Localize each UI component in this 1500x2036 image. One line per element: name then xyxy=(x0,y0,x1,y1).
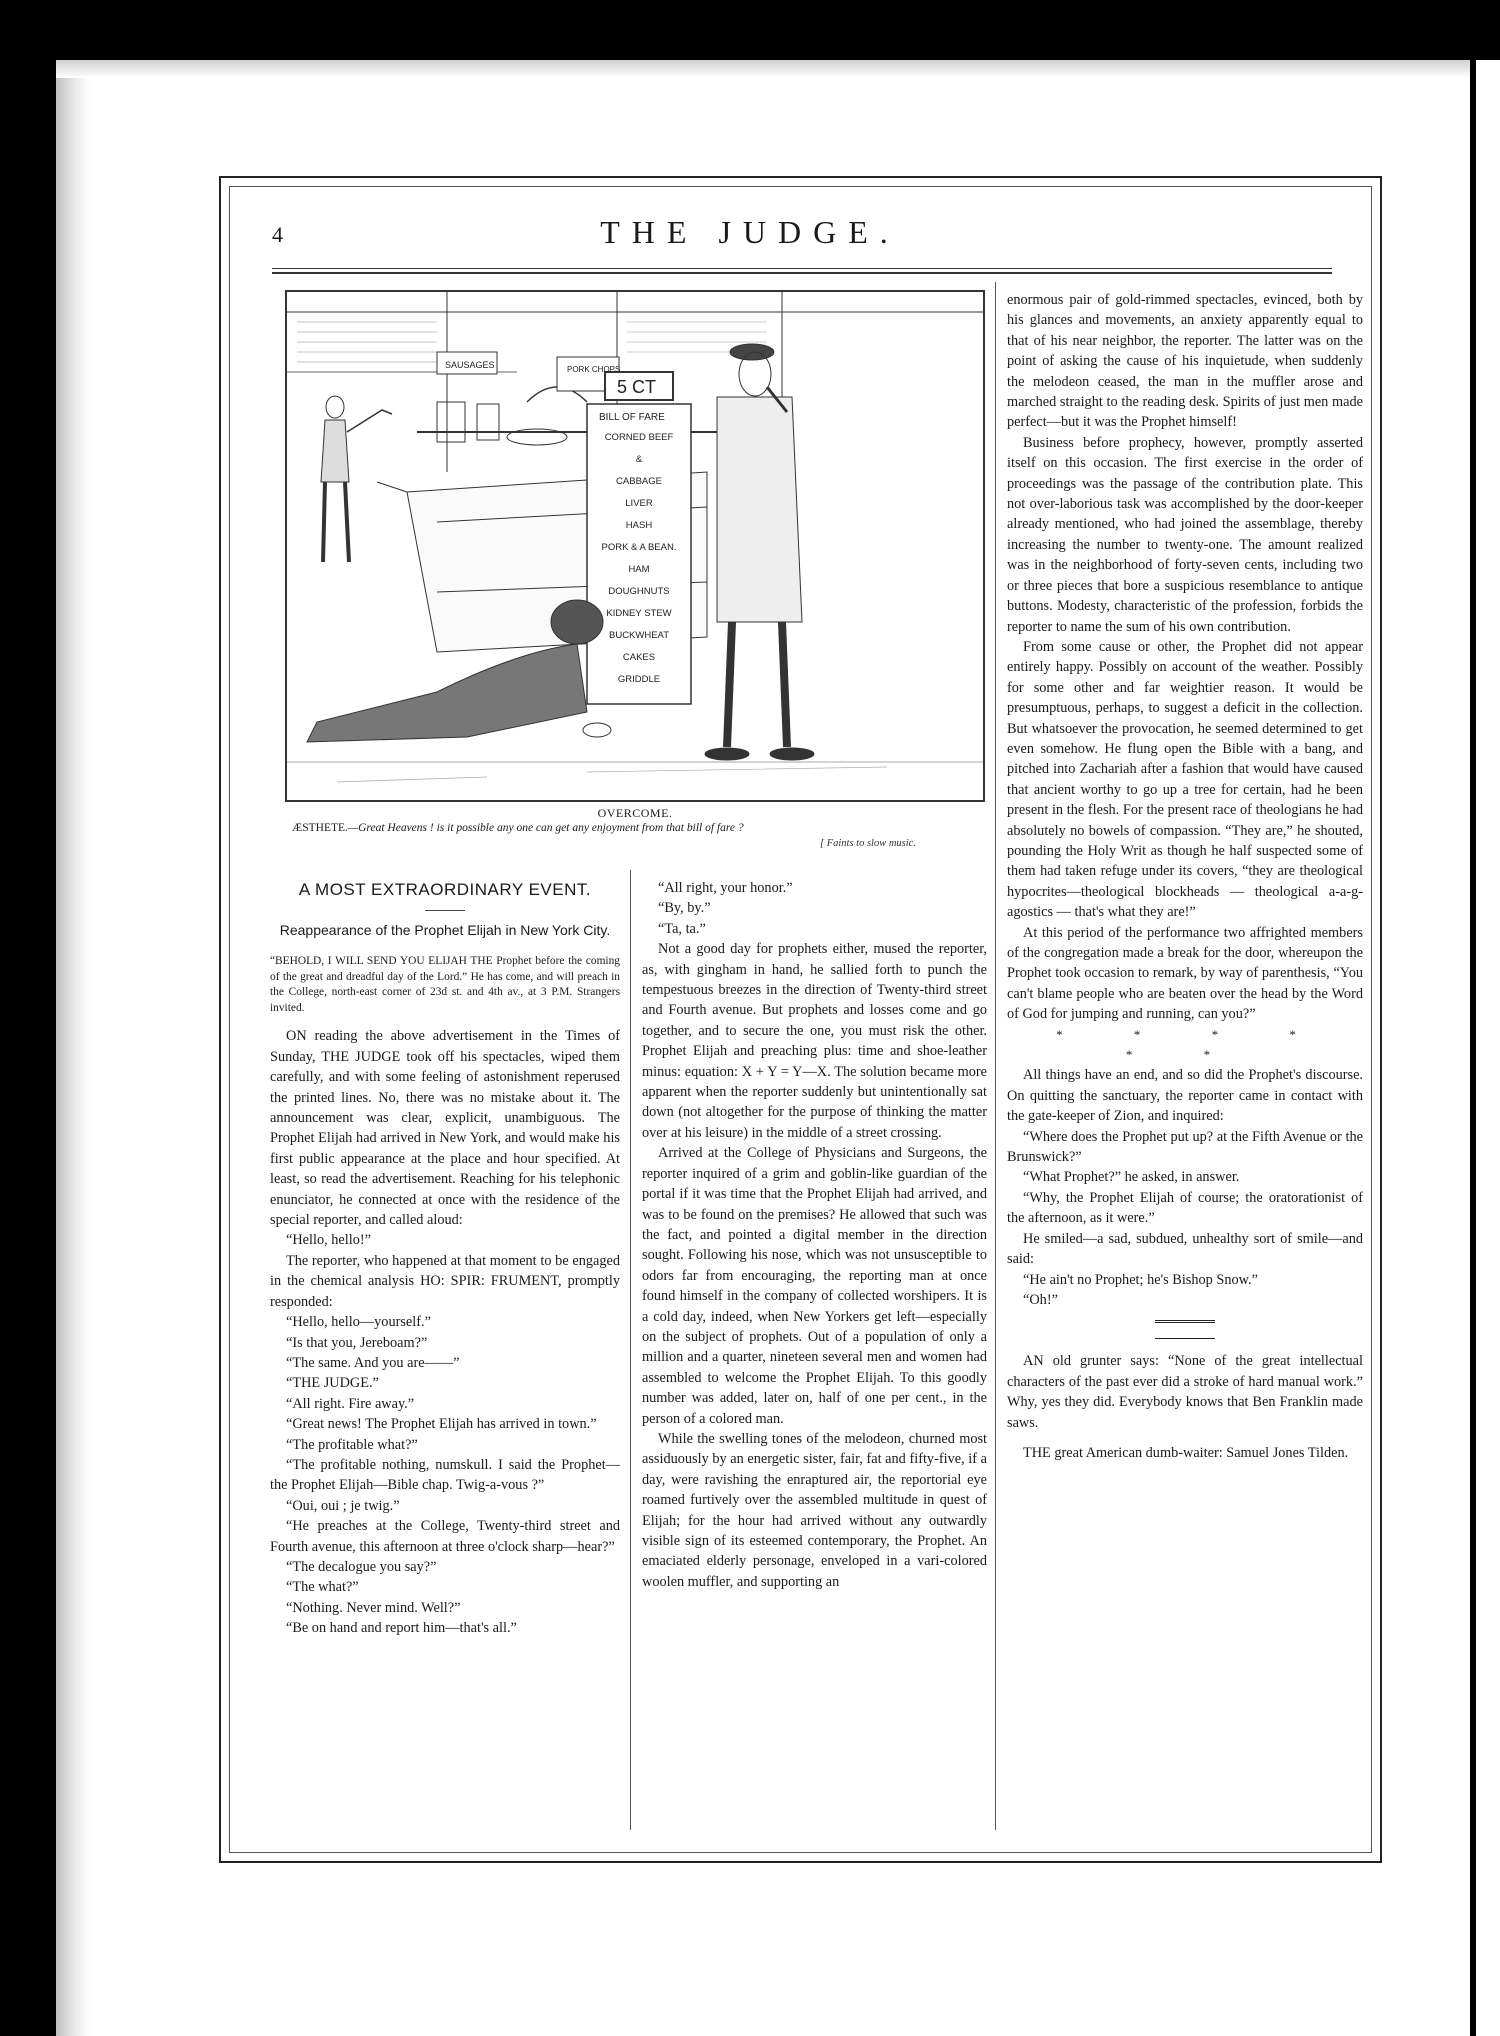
masthead-rule-top xyxy=(272,268,1332,269)
sign-sausages: SAUSAGES xyxy=(445,360,495,370)
column-divider-1 xyxy=(630,870,631,1830)
paragraph: “Hello, hello!” xyxy=(286,1232,371,1249)
bill-item: GRIDDLE xyxy=(617,674,661,685)
section-double-rule xyxy=(1155,1320,1215,1326)
paragraph: “Is that you, Jereboam?” xyxy=(286,1334,428,1351)
paragraph: Business before prophecy, however, promptly asserted itself on this occasion. The first exercise in the order of proceedings was the passage of the contribution plate. This not over-laborious task was accomplished by the door-keeper already mentioned, who had joined the assemblage, thereby increasing the number to twenty-one. The amount realized was in the neighborhood of forty-seven cents, including two or three pieces that bore a suspicious resemblance to antique buttons. Modesty, characteristic of the profession, forbids the reporter to name the sum of his own contribution. xyxy=(1007,434,1363,635)
cartoon-drawing xyxy=(287,292,983,800)
caption-speaker: ÆSTHETE. xyxy=(292,822,348,834)
bill-item: BUCKWHEAT xyxy=(609,630,669,641)
paragraph: “The decalogue you say?” xyxy=(286,1558,437,1575)
page-edge-shadow xyxy=(56,60,90,2036)
bill-title: BILL OF FARE xyxy=(599,412,665,423)
paragraph: From some cause or other, the Prophet did not appear entirely happy. Possibly on account of the weather. Possibly for some other and far weightier reason. It would be presumptuous, perhaps, to suggest a deficit in the collection. But whatsoever the provocation, he seemed determined to get even somehow. He flung open the Bible with a bang, and pitched into Zachariah after a fashion that would have caused that ancient worthy to go up a tree for certain, had he been present in the flesh. For the present race of theologians he had absolutely no bowels of compassion. “They are,” he shouted, pounding the Holy Writ as though he half suspected some of them had taken refuge under its covers, “they are theological hypocrites—theological blockheads — theological a-a-g-agostics — that's what they are!” xyxy=(1007,638,1363,921)
column-divider-2 xyxy=(995,282,996,1830)
paragraph: “Where does the Prophet put up? at the Fifth Avenue or the Brunswick?” xyxy=(1007,1128,1363,1166)
column-3-body xyxy=(1007,290,1363,1310)
bill-item: HASH xyxy=(625,520,653,531)
bill-item: DOUGHNUTS xyxy=(608,586,670,597)
masthead-rule-bottom xyxy=(272,272,1332,274)
paragraph: “Oui, oui ; je twig.” xyxy=(286,1497,400,1514)
paragraph: enormous pair of gold-rimmed spectacles, evinced, both by his glances and movements, an anxiety apparently equal to that of his near neighbor, the reporter. The latter was on the point of asking the cause of his inquietude, when suddenly the melodeon ceased, the man in the muffler arose and marched straight to the reading desk. Spirits of just men made perfect—but it was the Prophet himself! xyxy=(1007,292,1363,431)
page-top-shadow xyxy=(56,60,1470,78)
bill-item: PORK & A BEAN. xyxy=(601,542,677,553)
bill-item: LIVER xyxy=(625,498,653,509)
column-1-body xyxy=(270,1026,620,1638)
cartoon-illustration xyxy=(285,290,985,802)
paragraph: “All right, your honor.” xyxy=(658,880,793,896)
paragraph: “Be on hand and report him—that's all.” xyxy=(286,1620,517,1637)
paragraph: “All right. Fire away.” xyxy=(286,1395,415,1412)
paragraph: “The profitable what?” xyxy=(286,1436,418,1453)
paragraph: “Why, the Prophet Elijah of course; the oratorationist of the afternoon, as it were.” xyxy=(1007,1189,1363,1227)
bill-item: KIDNEY STEW xyxy=(606,608,672,619)
caption-stage-direction: [ Faints to slow music. xyxy=(820,838,916,849)
caption-text: —Great Heavens ! is it possible any one can get any enjoyment from that bill of fare ? xyxy=(347,822,744,834)
paragraph: Arrived at the College of Physicians and Surgeons, the reporter inquired of a grim and goblin-like guardian of the portal if it was time that the Prophet Elijah had arrived, and was to be found on the premises? He allowed that such was the fact, and pointed a digital member in the direction sought. Following his nose, which was not unsusceptible to odors far from encouraging, the reporting man at once found himself in the company of collected worshipers. It is a cold day, indeed, when New Yorkers get left—especially on the subject of prophets. Out of a population of only a million and a quarter, nineteen several men and women had assembled to welcome the Prophet Elijah. To this goodly number was added, later on, half of one per cent., in the person of a colored man. xyxy=(642,1145,987,1427)
paragraph: “What Prophet?” he asked, in answer. xyxy=(1023,1169,1240,1186)
paragraph: “The same. And you are——” xyxy=(286,1354,460,1371)
paragraph: “He preaches at the College, Twenty-third street and Fourth avenue, this afternoon at three o'clock sharp—hear?” xyxy=(270,1518,620,1555)
article-subhead: Reappearance of the Prophet Elijah in New York City. xyxy=(279,922,611,939)
column-2-body xyxy=(642,878,987,1592)
bill-item: CAKES xyxy=(622,652,656,663)
sign-pork-chops: PORK CHOPS xyxy=(567,365,621,374)
paragraph: Not a good day for prophets either, mused the reporter, as, with gingham in hand, he sallied forth to punch the tempestuous breezes in the direction of Twenty-third street and Fourth avenue. But prophets and losses come and go together, and to secure the one, you must risk the other. Prophet Elijah and preaching plus: time and shoe-leather minus: equation: X + Y = Y—X. The solution became more apparent when the reporter suddenly but unintentionally sat down (not altogether for the purpose of thinking the matter over at his leisure) in the middle of a street crossing. xyxy=(642,941,987,1141)
article-column-2 xyxy=(642,878,987,1592)
cartoon-caption xyxy=(292,822,982,834)
paragraph: “The profitable nothing, numskull. I said the Prophet—the Prophet Elijah—Bible chap. Twig-a-vous ?” xyxy=(270,1456,620,1494)
paragraph: “Great news! The Prophet Elijah has arrived in town.” xyxy=(286,1416,597,1433)
bill-item: CABBAGE xyxy=(616,476,662,487)
filler-paragraph-1: AN old grunter says: “None of the great intellectual characters of the past ever did a stroke of hard manual work.” Why, yes they did. Everybody knows that Ben Franklin made saws. xyxy=(1007,1353,1363,1431)
masthead-title: THE JUDGE. xyxy=(600,214,900,250)
advertisement-notice: “BEHOLD, I WILL SEND YOU ELIJAH THE Prophet before the coming of the great and dreadful day of the Lord.” He has come, and will preach in the College, north-east corner of 23d st. and 4th av., at 3 P.M. Strangers invited. xyxy=(270,955,620,1014)
sign-price: 5 CT xyxy=(617,377,657,397)
paragraph: While the swelling tones of the melodeon, churned most assiduously by an energetic sister, fair, fat and fifty-five, if a day, were ravishing the enraptured air, the reportorial eye roamed furtively over the assembled multitude in quest of Elijah; for the hour had arrived without any outwardly visible sign of its esteemed contemporary, the Prophet. An emaciated elderly personage, enveloped in a vari-colored woolen muffler, and supporting an xyxy=(642,1430,987,1590)
bill-item: & xyxy=(635,454,643,465)
paragraph: “Nothing. Never mind. Well?” xyxy=(286,1599,461,1616)
paragraph: “By, by.” xyxy=(658,900,711,917)
cartoon-caption-title: OVERCOME. xyxy=(597,806,673,820)
headline-rule xyxy=(425,910,465,911)
section-rule xyxy=(1155,1338,1215,1339)
paragraph: At this period of the performance two affrighted members of the congregation made a break for the door, whereupon the Prophet took occasion to remark, by way of parenthesis, “You can't blame people who are beaten over the head by the Word of God for jumping and running, can you?” xyxy=(1007,924,1363,1023)
site-watermark: comicbooks.com xyxy=(1160,1992,1369,2023)
bill-item: HAM xyxy=(628,564,650,575)
paragraph: All things have an end, and so did the Prophet's discourse. On quitting the sanctuary, the reporter came in contact with the gate-keeper of Zion, and inquired: xyxy=(1007,1067,1363,1125)
paragraph: ON reading the above advertisement in the Times of Sunday, THE JUDGE took off his spectacles, wiped them carefully, and with some feeling of astonishment reperused the printed lines. No, there was no mistake about it. The announcement was clear, explicit, unambiguous. The Prophet Elijah had arrived in New York, and would make his first public appearance at the place and hour specified. At least, so read the advertisement. Reaching for his telephonic enunciator, he connected at once with the residence of the special reporter, and called aloud: xyxy=(270,1028,620,1229)
paragraph: “Hello, hello—yourself.” xyxy=(286,1314,431,1331)
bill-item: CORNED BEEF xyxy=(604,432,674,443)
filler-paragraph-2: THE great American dumb-waiter: Samuel Jones Tilden. xyxy=(1023,1444,1349,1461)
paragraph: * * * * * * xyxy=(1056,1026,1330,1063)
paragraph: “Ta, ta.” xyxy=(658,920,706,937)
paragraph: “The what?” xyxy=(286,1579,359,1596)
article-column-3 xyxy=(1007,290,1363,1463)
article-headline: A MOST EXTRAORDINARY EVENT. xyxy=(298,880,592,899)
page-number: 4 xyxy=(272,222,283,247)
next-page-edge xyxy=(1476,60,1500,2036)
article-column-1 xyxy=(270,880,620,1639)
paragraph: He smiled—a sad, subdued, unhealthy sort of smile—and said: xyxy=(1007,1230,1363,1268)
paragraph: “THE JUDGE.” xyxy=(286,1375,379,1392)
paragraph: “He ain't no Prophet; he's Bishop Snow.” xyxy=(1023,1271,1258,1288)
paragraph: “Oh!” xyxy=(1023,1291,1058,1308)
paragraph: The reporter, who happened at that moment to be engaged in the chemical analysis HO: SPIR: FRUMENT, promptly responded: xyxy=(270,1252,620,1310)
